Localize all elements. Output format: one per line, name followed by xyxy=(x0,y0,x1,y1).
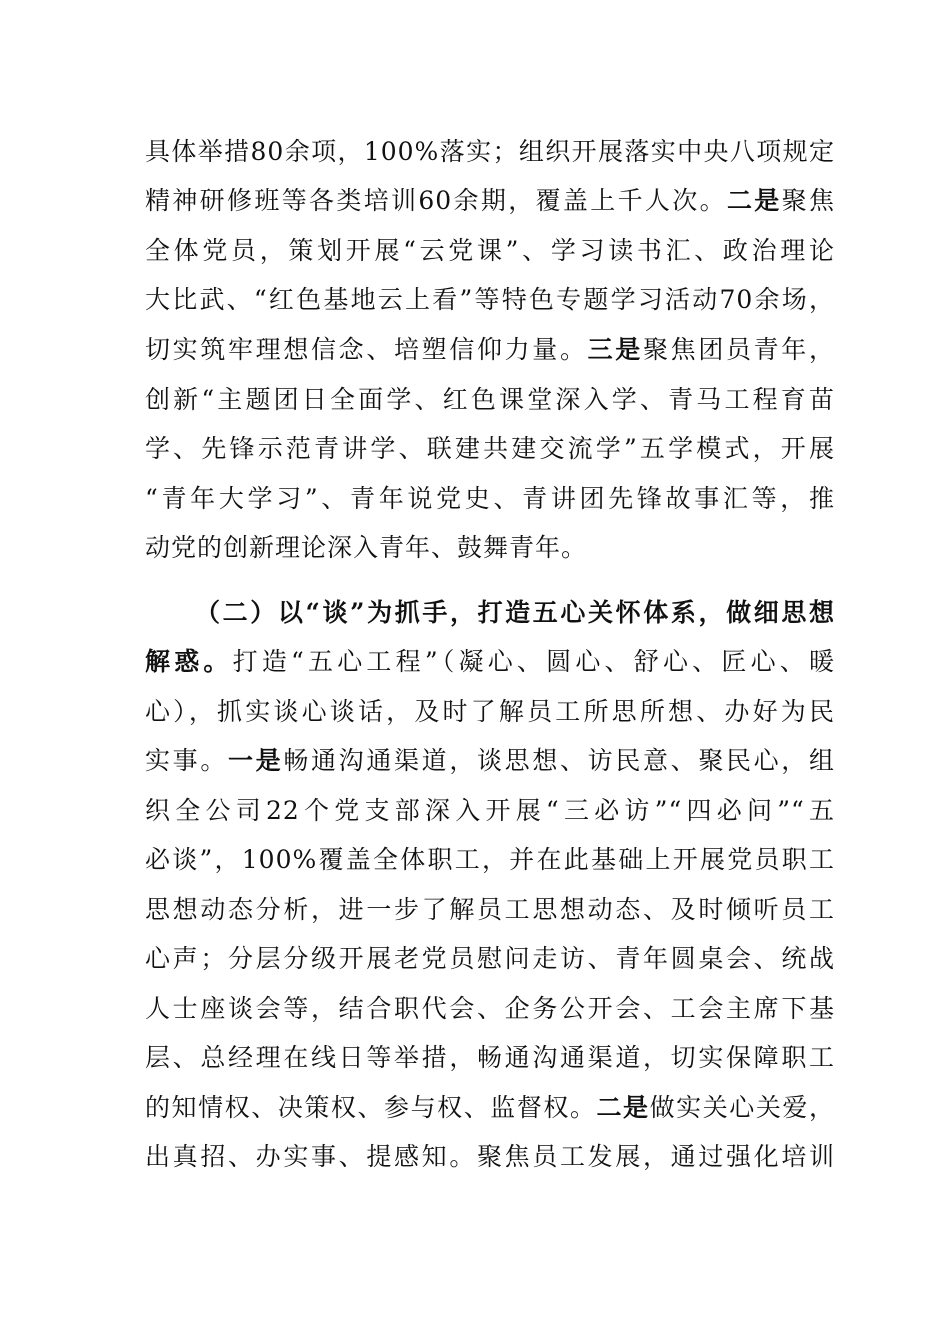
text-line xyxy=(145,791,835,831)
text-line xyxy=(145,840,835,880)
text-run: 心声；分层分级开展老党员慰问走访、青年圆桌会、统战 xyxy=(145,944,835,973)
text-line xyxy=(145,380,835,420)
text-line xyxy=(145,939,835,979)
text-line xyxy=(145,692,835,732)
bold-run: 解惑。 xyxy=(145,647,233,676)
text-run: 创新“主题团日全面学、红色课堂深入学、青马工程育苗 xyxy=(145,385,835,414)
text-line xyxy=(145,989,835,1029)
text-line xyxy=(145,330,835,370)
text-run: 的知情权、决策权、参与权、监督权。 xyxy=(145,1093,597,1122)
text-run: 学、先锋示范青讲学、联建共建交流学”五学模式，开展 xyxy=(145,434,835,463)
text-line xyxy=(145,429,835,469)
text-line xyxy=(145,1088,835,1128)
text-run: 打造“五心工程”（凝心、圆心、舒心、匠心、暖 xyxy=(232,647,835,676)
text-run: 聚焦团员青年， xyxy=(642,335,835,364)
text-run: “青年大学习”、青年说党史、青讲团先锋故事汇等，推 xyxy=(145,484,835,513)
text-run: 动党的创新理论深入青年、鼓舞青年。 xyxy=(145,533,588,562)
bold-run: 三是 xyxy=(587,335,643,364)
bold-run: （二）以“谈”为抓手，打造五心关怀体系，做细思想 xyxy=(195,598,835,627)
text-line xyxy=(145,181,835,221)
text-line xyxy=(145,890,835,930)
text-run: 畅通沟通渠道，谈思想、访民意、聚民心，组 xyxy=(283,746,835,775)
text-run: 心），抓实谈心谈话，及时了解员工所思所想、办好为民 xyxy=(145,697,835,726)
text-line xyxy=(145,528,835,568)
text-run: 精神研修班等各类培训60余期，覆盖上千人次。 xyxy=(145,186,727,215)
text-line xyxy=(145,1137,835,1177)
text-line xyxy=(145,741,835,781)
bold-run: 一是 xyxy=(228,746,284,775)
text-run: 必谈”，100%覆盖全体职工，并在此基础上开展党员职工 xyxy=(145,845,835,874)
text-run: 大比武、“红色基地云上看”等特色专题学习活动70余场， xyxy=(145,285,835,314)
text-run: 思想动态分析，进一步了解员工思想动态、及时倾听员工 xyxy=(145,895,835,924)
section-heading-line xyxy=(145,593,835,633)
text-run: 切实筑牢理想信念、培塑信仰力量。 xyxy=(145,335,588,364)
text-line xyxy=(145,642,835,682)
text-run: 具体举措80余项，100%落实；组织开展落实中央八项规定 xyxy=(145,137,835,166)
bold-run: 二是 xyxy=(596,1093,650,1122)
text-line xyxy=(145,132,835,172)
text-run: 实事。 xyxy=(145,746,228,775)
bold-run: 二是 xyxy=(726,186,782,215)
text-line xyxy=(145,479,835,519)
text-line xyxy=(145,280,835,320)
text-run: 人士座谈会等，结合职代会、企务公开会、工会主席下基 xyxy=(145,994,835,1023)
text-run: 做实关心关爱， xyxy=(649,1093,835,1122)
text-run: 聚焦 xyxy=(781,186,835,215)
text-line xyxy=(145,1038,835,1078)
text-run: 全体党员，策划开展“云党课”、学习读书汇、政治理论 xyxy=(145,236,835,265)
text-run: 层、总经理在线日等举措，畅通沟通渠道，切实保障职工 xyxy=(145,1043,835,1072)
text-run: 织全公司22个党支部深入开展“三必访”“四必问”“五 xyxy=(145,796,835,825)
text-run: 出真招、办实事、提感知。聚焦员工发展，通过强化培训 xyxy=(145,1142,835,1171)
text-line xyxy=(145,231,835,271)
